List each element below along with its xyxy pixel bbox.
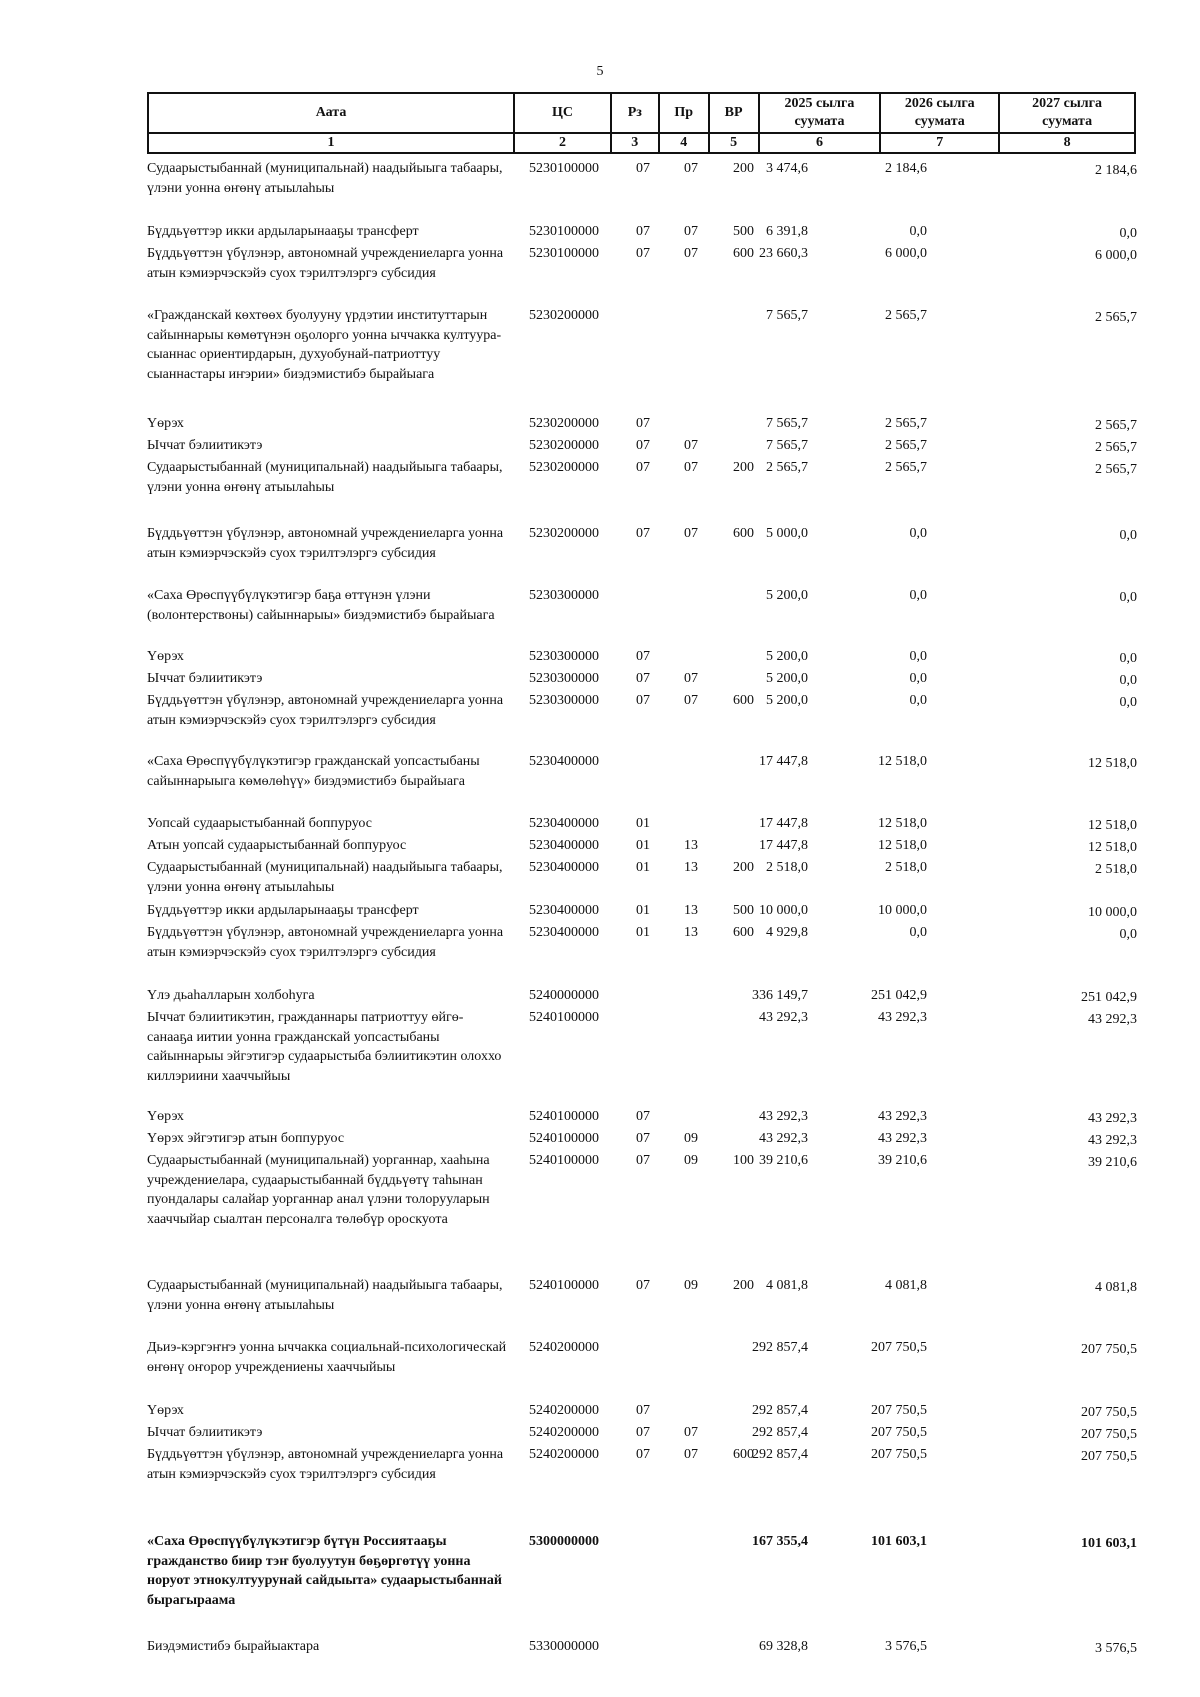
row-cs: 5240200000 [529, 1447, 599, 1462]
row-2025: 2 565,7 [766, 460, 808, 475]
header-num-1: 1 [148, 133, 514, 153]
header-2026-line2: суумата [914, 114, 965, 129]
row-cs: 5240200000 [529, 1340, 599, 1355]
row-2025: 3 474,6 [766, 161, 808, 176]
row-2025: 17 447,8 [759, 838, 808, 853]
row-name: Үөрэх [147, 1403, 184, 1418]
row-name: Судаарыстыбаннай (муниципальнай) уорганнар, хааһына учреждениелара, судаарыстыбаннай бүддьүөтү таһынан пуондалары салайар уорганнар анал үлэни толорууларын хааччыйар сыалтан персоналга төлөбүр ороскуота [147, 1153, 490, 1227]
row-name: Судаарыстыбаннай (муниципальнай) наадыйыыга табаары, үлэни уонна өҥөнү атыылаһыы [147, 1278, 503, 1313]
row-2026: 2 565,7 [885, 416, 927, 431]
row-cs: 5240100000 [529, 1153, 599, 1168]
row-2026: 0,0 [909, 925, 927, 940]
row-name: Биэдэмистибэ бырайыактара [147, 1639, 320, 1654]
row-pr: 09 [684, 1153, 698, 1168]
row-2025: 7 565,7 [766, 416, 808, 431]
row-2026: 207 750,5 [871, 1403, 927, 1418]
row-name: Бүддьүөттэн үбүлэнэр, автономнай учреждениеларга уонна атын кэмиэрчэскэйэ суох тэрилтэлэргэ субсидия [147, 693, 504, 728]
row-pr: 13 [684, 903, 698, 918]
row-2027: 0,0 [1119, 695, 1137, 710]
header-2027-line1: 2027 сылга [1032, 96, 1103, 111]
header-2027 [999, 93, 1135, 133]
row-2026: 0,0 [909, 526, 927, 541]
row-2027: 207 750,5 [1081, 1449, 1137, 1464]
row-name: Судаарыстыбаннай (муниципальнай) наадыйыыга табаары, үлэни уонна өҥөнү атыылаһыы [147, 860, 503, 895]
row-2027: 2 565,7 [1095, 418, 1137, 433]
row-2027: 207 750,5 [1081, 1427, 1137, 1442]
header-2026 [880, 93, 999, 133]
row-2026: 2 565,7 [885, 438, 927, 453]
row-2025: 43 292,3 [759, 1010, 808, 1025]
row-2027: 2 565,7 [1095, 440, 1137, 455]
row-2026: 101 603,1 [871, 1534, 927, 1549]
row-2027: 2 518,0 [1095, 862, 1137, 877]
row-cs: 5230400000 [529, 925, 599, 940]
row-2025: 23 660,3 [759, 246, 808, 261]
row-rz: 07 [636, 1447, 650, 1462]
row-vr: 200 [733, 460, 754, 475]
row-pr: 09 [684, 1131, 698, 1146]
row-rz: 07 [636, 693, 650, 708]
row-name: Бүддьүөттэр икки ардыларынааҕы трансферт [147, 224, 419, 239]
row-vr: 600 [733, 693, 754, 708]
row-name: «Саха Өрөспүүбүлүкэтигэр баҕа өттүнэн үлэни (волонтерствоны) сайыннарыы» биэдэмистибэ бырайыага [147, 588, 495, 623]
row-2026: 12 518,0 [878, 754, 927, 769]
header-cs: ЦС [514, 93, 611, 133]
row-pr: 07 [684, 438, 698, 453]
header-num-8: 8 [999, 133, 1135, 153]
header-vr: ВР [709, 93, 759, 133]
row-cs: 5230200000 [529, 526, 599, 541]
row-2025: 5 200,0 [766, 693, 808, 708]
row-rz: 01 [636, 816, 650, 831]
row-cs: 5240200000 [529, 1425, 599, 1440]
row-name: Үөрэх [147, 649, 184, 664]
row-vr: 600 [733, 1447, 754, 1462]
row-2025: 43 292,3 [759, 1131, 808, 1146]
row-vr: 500 [733, 224, 754, 239]
row-cs: 5300000000 [529, 1534, 599, 1549]
row-cs: 5230400000 [529, 838, 599, 853]
row-rz: 07 [636, 1425, 650, 1440]
row-name: Бүддьүөттэн үбүлэнэр, автономнай учреждениеларга уонна атын кэмиэрчэскэйэ суох тэрилтэлэргэ субсидия [147, 526, 504, 561]
row-2027: 43 292,3 [1088, 1133, 1137, 1148]
row-2026: 0,0 [909, 693, 927, 708]
row-pr: 07 [684, 1425, 698, 1440]
row-rz: 01 [636, 925, 650, 940]
header-pr: Пр [659, 93, 709, 133]
row-name: Ыччат бэлиитикэтэ [147, 671, 263, 686]
row-2026: 43 292,3 [878, 1131, 927, 1146]
row-pr: 09 [684, 1278, 698, 1293]
row-cs: 5230400000 [529, 860, 599, 875]
header-num-7: 7 [880, 133, 999, 153]
row-2025: 5 200,0 [766, 588, 808, 603]
row-2026: 251 042,9 [871, 988, 927, 1003]
row-2026: 43 292,3 [878, 1109, 927, 1124]
row-name: Атын уопсай судаарыстыбаннай боппуруос [147, 838, 407, 853]
row-2025: 17 447,8 [759, 754, 808, 769]
row-cs: 5230200000 [529, 308, 599, 323]
row-name: Үөрэх [147, 1109, 184, 1124]
row-2025: 7 565,7 [766, 438, 808, 453]
row-rz: 07 [636, 161, 650, 176]
row-name: Уопсай судаарыстыбаннай боппуруос [147, 816, 372, 831]
row-2026: 2 518,0 [885, 860, 927, 875]
row-name: «Гражданскай көхтөөх буолууну үрдэтии институттарын сайыннарыы көмөтүнэн оҕолорго уонна ыччакка култуура-сыаннас ориентирдарын, духуобунай-патриоттуу сыаннастары иҥэрии» биэдэмистибэ бырайыага [147, 308, 502, 382]
row-pr: 07 [684, 224, 698, 239]
row-cs: 5240100000 [529, 1131, 599, 1146]
row-2027: 2 565,7 [1095, 310, 1137, 325]
row-2027: 0,0 [1119, 927, 1137, 942]
row-cs: 5240100000 [529, 1010, 599, 1025]
row-2026: 0,0 [909, 588, 927, 603]
header-num-4: 4 [659, 133, 709, 153]
row-2027: 251 042,9 [1081, 990, 1137, 1005]
row-2025: 39 210,6 [759, 1153, 808, 1168]
row-rz: 07 [636, 246, 650, 261]
row-2026: 2 565,7 [885, 460, 927, 475]
row-name: Ыччат бэлиитикэтэ [147, 438, 263, 453]
header-2027-line2: суумата [1042, 114, 1093, 129]
row-vr: 600 [733, 246, 754, 261]
row-cs: 5230400000 [529, 903, 599, 918]
row-2025: 5 200,0 [766, 671, 808, 686]
row-2025: 4 081,8 [766, 1278, 808, 1293]
row-2025: 10 000,0 [759, 903, 808, 918]
header-2025-line2: суумата [794, 114, 845, 129]
row-cs: 5230100000 [529, 246, 599, 261]
page-number: 5 [596, 64, 604, 79]
row-rz: 01 [636, 860, 650, 875]
row-cs: 5230300000 [529, 588, 599, 603]
row-vr: 200 [733, 161, 754, 176]
row-cs: 5330000000 [529, 1639, 599, 1654]
row-cs: 5230200000 [529, 416, 599, 431]
row-2027: 3 576,5 [1095, 1641, 1137, 1656]
row-rz: 01 [636, 838, 650, 853]
row-pr: 13 [684, 925, 698, 940]
row-rz: 07 [636, 526, 650, 541]
row-2027: 43 292,3 [1088, 1012, 1137, 1027]
row-2025: 5 000,0 [766, 526, 808, 541]
row-2025: 43 292,3 [759, 1109, 808, 1124]
header-2026-line1: 2026 сылга [904, 96, 975, 111]
row-name: Үөрэх [147, 416, 184, 431]
row-name: Үлэ дьаһалларын холбоһуга [147, 988, 315, 1003]
row-vr: 200 [733, 860, 754, 875]
table-header [147, 92, 1136, 154]
row-2026: 39 210,6 [878, 1153, 927, 1168]
row-rz: 07 [636, 671, 650, 686]
row-2027: 12 518,0 [1088, 756, 1137, 771]
row-rz: 07 [636, 460, 650, 475]
row-pr: 07 [684, 693, 698, 708]
row-2026: 2 565,7 [885, 308, 927, 323]
row-cs: 5230400000 [529, 816, 599, 831]
row-2027: 2 184,6 [1095, 163, 1137, 178]
header-num-6: 6 [759, 133, 881, 153]
row-2025: 2 518,0 [766, 860, 808, 875]
row-name: Дьиэ-кэргэҥҥэ уонна ыччакка социальнай-психологическай өҥөнү оҥорор учреждениены хааччыйыы [147, 1340, 507, 1375]
row-pr: 07 [684, 1447, 698, 1462]
row-2027: 39 210,6 [1088, 1155, 1137, 1170]
row-2026: 0,0 [909, 224, 927, 239]
row-2025: 5 200,0 [766, 649, 808, 664]
row-2025: 167 355,4 [752, 1534, 808, 1549]
row-name: «Саха Өрөспүүбүлүкэтигэр бүтүн Россиятааҕы гражданство биир тэҥ буолуутун бөҕөргөтүү уонна норуот этнокултуурунай сайдыыта» судаарыстыбаннай бырагыраама [147, 1534, 502, 1608]
row-name: Бүддьүөттэн үбүлэнэр, автономнай учреждениеларга уонна атын кэмиэрчэскэйэ суох тэрилтэлэргэ субсидия [147, 246, 504, 281]
row-2027: 12 518,0 [1088, 818, 1137, 833]
row-2025: 7 565,7 [766, 308, 808, 323]
row-2026: 207 750,5 [871, 1425, 927, 1440]
header-num-2: 2 [514, 133, 611, 153]
row-2026: 6 000,0 [885, 246, 927, 261]
header-rz: Рз [611, 93, 659, 133]
row-2026: 12 518,0 [878, 816, 927, 831]
row-pr: 07 [684, 161, 698, 176]
header-name: Аата [148, 93, 514, 133]
row-rz: 07 [636, 224, 650, 239]
row-cs: 5230300000 [529, 671, 599, 686]
header-2025-line1: 2025 сылга [784, 96, 855, 111]
row-2027: 101 603,1 [1081, 1536, 1137, 1551]
row-2027: 6 000,0 [1095, 248, 1137, 263]
row-rz: 07 [636, 1109, 650, 1124]
row-rz: 07 [636, 1153, 650, 1168]
row-name: Үөрэх эйгэтигэр атын боппуруос [147, 1131, 345, 1146]
row-pr: 07 [684, 526, 698, 541]
row-2027: 2 565,7 [1095, 462, 1137, 477]
header-num-3: 3 [611, 133, 659, 153]
row-2027: 0,0 [1119, 673, 1137, 688]
row-pr: 07 [684, 671, 698, 686]
row-2025: 17 447,8 [759, 816, 808, 831]
row-2025: 4 929,8 [766, 925, 808, 940]
row-2026: 3 576,5 [885, 1639, 927, 1654]
row-2026: 2 184,6 [885, 161, 927, 176]
row-cs: 5230300000 [529, 693, 599, 708]
row-cs: 5240100000 [529, 1109, 599, 1124]
row-name: Ыччат бэлиитикэтин, гражданнары патриоттуу өйгө-санааҕа иитии уонна гражданскай уопсастыбаны сайыннарыы эйгэтигэр судаарыстыба бэлиитикэтин олоххо киллэриини хааччыйыы [147, 1010, 502, 1084]
row-2026: 12 518,0 [878, 838, 927, 853]
row-2026: 4 081,8 [885, 1278, 927, 1293]
row-cs: 5230400000 [529, 754, 599, 769]
row-rz: 07 [636, 438, 650, 453]
row-2025: 336 149,7 [752, 988, 808, 1003]
row-2027: 207 750,5 [1081, 1405, 1137, 1420]
row-name: Бүддьүөттэн үбүлэнэр, автономнай учреждениеларга уонна атын кэмиэрчэскэйэ суох тэрилтэлэргэ субсидия [147, 925, 504, 960]
row-2027: 207 750,5 [1081, 1342, 1137, 1357]
row-2025: 69 328,8 [759, 1639, 808, 1654]
row-name: Ыччат бэлиитикэтэ [147, 1425, 263, 1440]
row-2026: 0,0 [909, 649, 927, 664]
row-name: «Саха Өрөспүүбүлүкэтигэр гражданскай уопсастыбаны сайыннарыыга көмөлөһүү» биэдэмистибэ бырайыага [147, 754, 480, 789]
row-vr: 200 [733, 1278, 754, 1293]
row-vr: 500 [733, 903, 754, 918]
row-rz: 01 [636, 903, 650, 918]
row-2027: 43 292,3 [1088, 1111, 1137, 1126]
row-pr: 07 [684, 246, 698, 261]
header-num-5: 5 [709, 133, 759, 153]
row-name: Судаарыстыбаннай (муниципальнай) наадыйыыга табаары, үлэни уонна өҥөнү атыылаһыы [147, 460, 503, 495]
row-rz: 07 [636, 1403, 650, 1418]
row-2026: 207 750,5 [871, 1447, 927, 1462]
row-cs: 5230100000 [529, 161, 599, 176]
row-cs: 5240200000 [529, 1403, 599, 1418]
row-2025: 6 391,8 [766, 224, 808, 239]
row-name: Бүддьүөттэр икки ардыларынааҕы трансферт [147, 903, 419, 918]
row-rz: 07 [636, 1131, 650, 1146]
row-2027: 0,0 [1119, 226, 1137, 241]
row-cs: 5240100000 [529, 1278, 599, 1293]
row-2025: 292 857,4 [752, 1340, 808, 1355]
row-2027: 0,0 [1119, 528, 1137, 543]
row-2027: 10 000,0 [1088, 905, 1137, 920]
row-2027: 0,0 [1119, 590, 1137, 605]
row-cs: 5230100000 [529, 224, 599, 239]
row-2025: 292 857,4 [752, 1447, 808, 1462]
row-rz: 07 [636, 416, 650, 431]
row-2026: 0,0 [909, 671, 927, 686]
row-2027: 4 081,8 [1095, 1280, 1137, 1295]
row-2025: 292 857,4 [752, 1403, 808, 1418]
row-cs: 5240000000 [529, 988, 599, 1003]
row-2026: 10 000,0 [878, 903, 927, 918]
row-name: Судаарыстыбаннай (муниципальнай) наадыйыыга табаары, үлэни уонна өҥөнү атыылаһыы [147, 161, 503, 196]
row-vr: 100 [733, 1153, 754, 1168]
row-rz: 07 [636, 1278, 650, 1293]
row-cs: 5230200000 [529, 460, 599, 475]
row-vr: 600 [733, 526, 754, 541]
row-cs: 5230300000 [529, 649, 599, 664]
row-pr: 13 [684, 838, 698, 853]
row-2027: 0,0 [1119, 651, 1137, 666]
row-2026: 207 750,5 [871, 1340, 927, 1355]
row-name: Бүддьүөттэн үбүлэнэр, автономнай учреждениеларга уонна атын кэмиэрчэскэйэ суох тэрилтэлэргэ субсидия [147, 1447, 504, 1482]
row-2025: 292 857,4 [752, 1425, 808, 1440]
row-pr: 13 [684, 860, 698, 875]
header-2025 [759, 93, 881, 133]
row-rz: 07 [636, 649, 650, 664]
row-2026: 43 292,3 [878, 1010, 927, 1025]
row-cs: 5230200000 [529, 438, 599, 453]
row-2027: 12 518,0 [1088, 840, 1137, 855]
row-pr: 07 [684, 460, 698, 475]
row-vr: 600 [733, 925, 754, 940]
